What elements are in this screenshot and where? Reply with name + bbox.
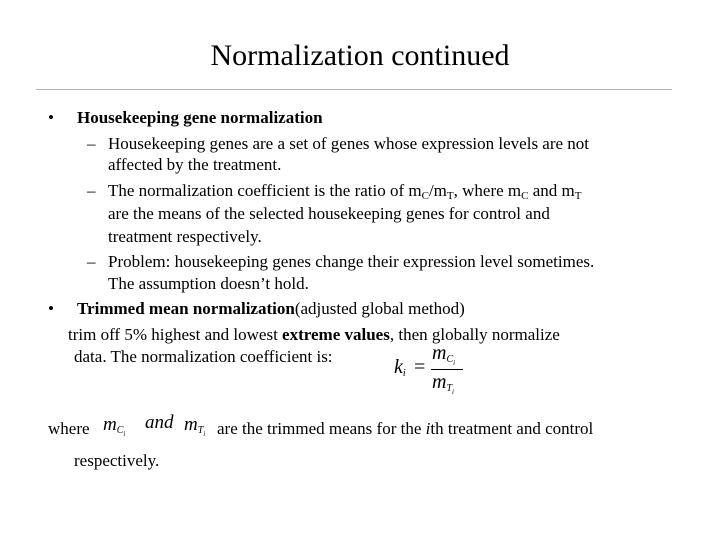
formula-den-t: T [446,383,453,394]
bullet-2-marker: • [48,299,54,318]
formula-fraction-bar [431,369,463,370]
formula-den-i: i [452,388,454,396]
sub-2-sub-c2: C [521,190,529,202]
title-divider [36,89,672,90]
sub-2-dash: – [87,181,96,200]
formula-num-c: C [446,354,454,365]
bullet-2-text-c: , then globally normalize [389,325,560,344]
sub-2-line-1 [108,181,582,201]
sub-2-text-d: , where m [453,181,522,200]
formula-num-m: m [432,342,447,364]
where-and: and [145,412,174,433]
where-m-t-sub [198,425,206,436]
sub-2-line-3: treatment respectively. [108,227,262,246]
formula-num-i: i [453,359,456,367]
sub-2-sub-t: T [446,190,454,202]
sub-3-dash: – [87,252,96,271]
where-m-c-m: m [103,414,117,435]
sub-2-text-b: /m [428,181,447,200]
sub-2-sub-t2: T [574,190,582,202]
formula-k [394,356,406,379]
sub-1-line-1: Housekeeping genes are a set of genes whose expression levels are not [108,134,590,153]
formula-numerator [432,342,455,365]
where-rest-a: are the trimmed means for the [217,419,426,438]
formula-denominator [432,371,454,394]
bullet-1-heading [77,108,323,128]
where-m-c-sub [117,425,126,436]
where-rest-i: i [425,419,431,438]
slide-title: Normalization continued [210,39,510,72]
sub-2-text-e: and m [528,181,575,200]
where-rest-b: th treatment and control [430,419,594,438]
bullet-2-heading [77,299,465,319]
bullet-2-line-2 [68,325,560,345]
where-word: where [48,419,90,438]
sub-1-line-2: affected by the treatment. [108,155,282,174]
bullet-1-marker: • [48,108,54,127]
formula-den-sub [446,383,454,394]
sub-2-line-2: are the means of the selected housekeeping genes for control and [108,204,550,223]
bullet-2-heading-bold: Trimmed mean normalization [77,299,295,318]
sub-1-dash: – [87,134,96,153]
where-m-t-m: m [184,414,198,435]
where-line-2: respectively. [74,451,160,470]
formula-k-sub: i [402,368,406,379]
bullet-2-heading-rest: (adjusted global method) [294,299,465,318]
sub-2-sub-c: C [421,190,429,202]
bullet-2-text-a: trim off 5% highest and lowest [68,325,283,344]
sub-3-line-2: The assumption doesn’t hold. [108,274,309,293]
formula-den-m: m [432,371,447,393]
sub-2-text-a: The normalization coefficient is the ratio of m [108,181,422,200]
where-m-c-c: C [116,425,124,436]
where-m-t [184,414,205,436]
where-m-c-i: i [123,430,126,438]
where-rest [217,419,593,439]
bullet-1-heading-text: Housekeeping gene normalization [77,108,323,127]
bullet-2-text-b: extreme values [282,325,390,344]
formula-equals: = [414,356,426,378]
formula-num-sub [446,354,455,365]
sub-3-line-1: Problem: housekeeping genes change their expression level sometimes. [108,252,595,271]
where-m-c [103,414,125,436]
bullet-2-line-3: data. The normalization coefficient is: [74,347,333,366]
where-m-t-i: i [203,430,206,438]
formula-k-letter: k [394,356,403,378]
where-m-t-t: T [197,425,204,436]
